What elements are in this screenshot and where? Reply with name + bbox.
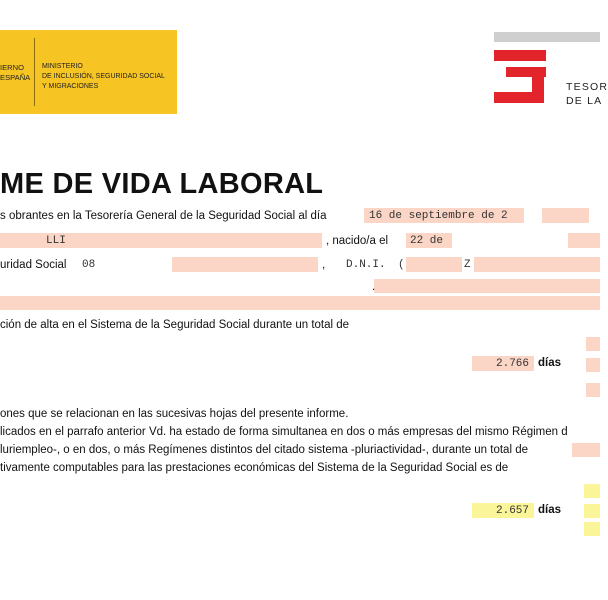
tgss-logo-icon xyxy=(494,50,546,104)
effective-days-line: tivamente computables para las prestaciones económicas del Sistema de la Seguridad Social es de xyxy=(0,462,509,474)
total-days-value: 2.766 xyxy=(496,358,530,370)
redaction xyxy=(474,257,600,272)
separator-comma: , xyxy=(322,259,326,271)
redaction xyxy=(586,337,600,351)
effective-days-label: días xyxy=(538,504,562,516)
dni-label: D.N.I. xyxy=(346,259,386,271)
tgss-name-line-2: DE LA xyxy=(566,95,603,107)
redaction xyxy=(568,233,600,248)
government-line-2: ESPAÑA xyxy=(0,73,31,82)
birth-date-label: , nacido/a el xyxy=(326,235,389,247)
redaction xyxy=(586,358,600,372)
ministry-label xyxy=(42,62,165,92)
issuance-statement: s obrantes en la Tesorería General de la Seguridad Social al día xyxy=(0,210,327,222)
redaction xyxy=(406,257,462,272)
redaction xyxy=(586,383,600,397)
ministry-line-2: DE INCLUSIÓN, SEGURIDAD SOCIAL xyxy=(42,73,165,80)
logo-divider xyxy=(34,38,35,106)
effective-days-value: 2.657 xyxy=(496,505,530,517)
dni-value: ( xyxy=(398,259,405,271)
document-title: ME DE VIDA LABORAL xyxy=(0,168,324,200)
address-dot: . xyxy=(372,281,376,293)
government-line-1: IERNO xyxy=(0,63,25,72)
report-reference-line: ones que se relacionan en las sucesivas hojas del presente informe. xyxy=(0,408,349,420)
registration-statement: ción de alta en el Sistema de la Seguridad Social durante un total de xyxy=(0,319,350,331)
ministry-line-1: MINISTERIO xyxy=(42,63,83,70)
redaction xyxy=(0,296,600,310)
ss-number-label: uridad Social xyxy=(0,259,67,271)
ministry-logo xyxy=(0,30,177,114)
highlight xyxy=(584,484,600,498)
worker-name: LLI xyxy=(46,235,66,247)
tgss-header-bar xyxy=(494,32,600,42)
birth-date-value: 22 de xyxy=(410,235,444,247)
redaction xyxy=(172,257,318,272)
issuance-date: 16 de septiembre de 2 xyxy=(369,210,508,222)
simultaneous-employment-line: licados en el parrafo anterior Vd. ha estado de forma simultanea en dos o más empresas del mismo Régimen d xyxy=(0,426,568,438)
tgss-name-line-1: TESOR xyxy=(566,81,608,93)
tgss-name xyxy=(566,80,608,108)
total-days-label: días xyxy=(538,357,562,369)
highlight xyxy=(584,504,600,518)
government-label xyxy=(0,63,30,83)
redaction xyxy=(572,443,600,457)
highlight xyxy=(584,522,600,536)
ministry-line-3: Y MIGRACIONES xyxy=(42,83,99,90)
redaction xyxy=(542,208,589,223)
dni-extra: Z xyxy=(464,259,471,271)
multiple-activity-line: luriempleo-, o en dos, o más Regímenes distintos del citado sistema -pluriactividad-, durante un total de xyxy=(0,444,528,456)
redaction xyxy=(374,279,600,293)
ss-number-value: 08 xyxy=(82,259,96,271)
